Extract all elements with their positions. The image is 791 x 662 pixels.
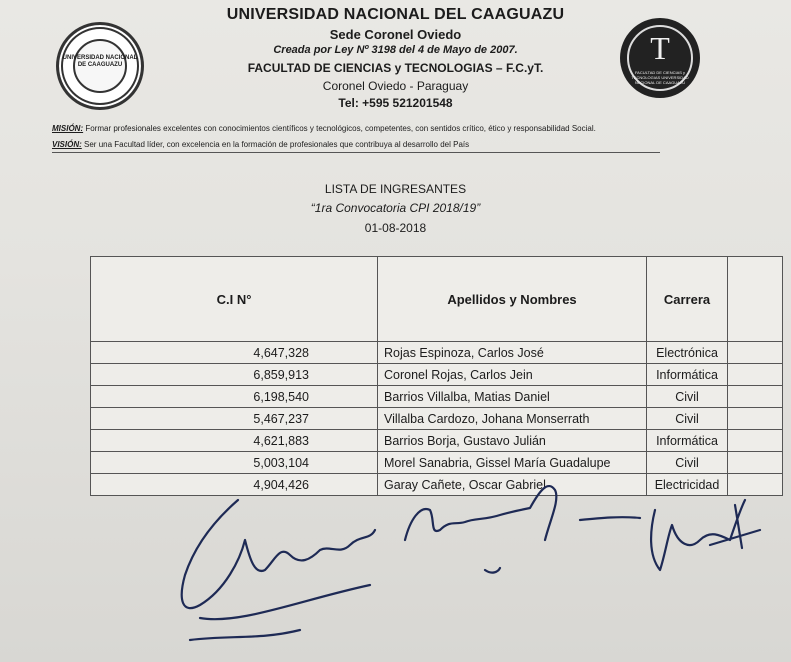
mission-label: MISIÓN: — [52, 124, 84, 133]
cell-career: Electrónica — [647, 342, 728, 364]
city-country: Coronel Oviedo - Paraguay — [322, 79, 469, 93]
cell-ci: 4,647,328 — [91, 342, 378, 364]
cell-name: Barrios Villalba, Matias Daniel — [378, 386, 647, 408]
cell-career: Informática — [647, 430, 728, 452]
cell-ci: 4,904,426 — [91, 474, 378, 496]
cell-ci: 5,467,237 — [91, 408, 378, 430]
faculty-name: FACULTAD DE CIENCIAS y TECNOLOGIAS – F.C.yT. — [247, 61, 544, 75]
cell-name: Morel Sanabria, Gissel María Guadalupe — [378, 452, 647, 474]
cell-career: Informática — [647, 364, 728, 386]
cell-name: Barrios Borja, Gustavo Julián — [378, 430, 647, 452]
header-career: Carrera — [647, 257, 728, 342]
vision-label: VISIÓN: — [52, 140, 82, 149]
cell-career: Civil — [647, 386, 728, 408]
cell-career: Electricidad — [647, 474, 728, 496]
phone-number: Tel: +595 521201548 — [338, 96, 453, 110]
university-name: UNIVERSIDAD NACIONAL DEL CAAGUAZU — [226, 6, 565, 23]
cell-career: Civil — [647, 452, 728, 474]
creation-law: Creada por Ley Nº 3198 del 4 de Mayo de 2007. — [273, 44, 518, 56]
cell-career: Civil — [647, 408, 728, 430]
seal-left-text: UNIVERSIDAD NACIONAL DE CAAGUAZU — [62, 55, 138, 68]
cell-name: Coronel Rojas, Carlos Jein — [378, 364, 647, 386]
cell-ci: 4,621,883 — [91, 430, 378, 452]
header-names: Apellidos y Nombres — [378, 257, 647, 342]
list-subtitle: “1ra Convocatoria CPI 2018/19” — [310, 201, 481, 215]
header-ci: C.I N° — [91, 257, 378, 342]
cell-name: Rojas Espinoza, Carlos José — [378, 342, 647, 364]
cell-name: Garay Cañete, Oscar Gabriel — [378, 474, 647, 496]
cell-ci: 6,859,913 — [91, 364, 378, 386]
mission-text: Formar profesionales excelentes con conocimientos científicos y tecnológicos, competentes, con sentidos crítico, ético y responsabilidad Social. — [85, 124, 596, 133]
cell-ci: 5,003,104 — [91, 452, 378, 474]
seal-right-letter: T — [650, 30, 670, 66]
cell-name: Villalba Cardozo, Johana Monserrath — [378, 408, 647, 430]
list-date: 01-08-2018 — [364, 221, 427, 235]
vision-text: Ser una Facultad líder, con excelencia en la formación de profesionales que contribuya al desarrollo del País — [84, 140, 470, 149]
signature-right — [580, 500, 760, 570]
cell-ci: 6,198,540 — [91, 386, 378, 408]
signature-middle — [405, 486, 556, 573]
signature-left — [182, 500, 375, 640]
campus-name: Sede Coronel Oviedo — [329, 27, 462, 42]
list-title: LISTA DE INGRESANTES — [324, 182, 467, 196]
seal-right-text: FACULTAD DE CIENCIAS y TECNOLOGIAS UNIVERSIDAD NACIONAL DE CAAGUAZU — [631, 70, 689, 85]
